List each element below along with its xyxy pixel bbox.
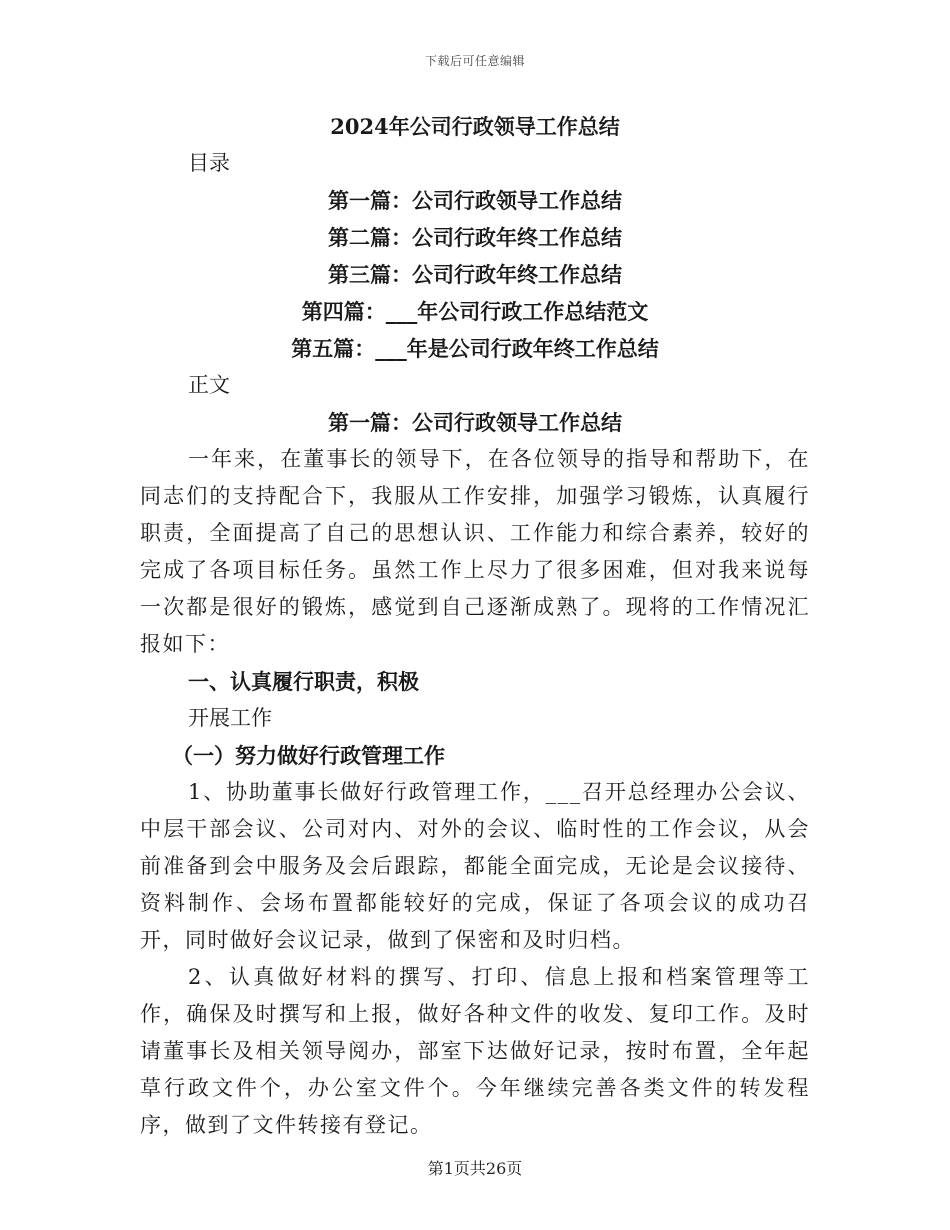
heading-1: 一、认真履行职责，积极 — [188, 669, 419, 694]
table-of-contents — [140, 182, 810, 367]
intro-paragraph: 一年来，在董事长的领导下，在各位领导的指导和帮助下，在同志们的支持配合下，我服从工作安排，加强学习锻炼，认真履行职责，全面提高了自己的思想认识、工作能力和综合素养，较好的完成了各项目标任务。虽然工作上尽力了很多困难，但对我来说每一次都是很好的锻炼，感觉到自己逐渐成熟了。现将的工作情况汇报如下： — [140, 447, 810, 656]
page-header-note: 下载后可任意编辑 — [424, 54, 525, 68]
document-title: 2024年公司行政领导工作总结 — [330, 114, 620, 139]
heading-1-continuation: 开展工作 — [188, 706, 272, 730]
toc-item: 第二篇：公司行政年终工作总结 — [328, 225, 622, 250]
page-indicator: 第1页共26页 — [427, 1159, 523, 1178]
toc-item: 第三篇：公司行政年终工作总结 — [328, 262, 622, 287]
document-body — [140, 108, 810, 1144]
toc-item: 第四篇：___年公司行政工作总结范文 — [301, 299, 649, 324]
section-title: 第一篇：公司行政领导工作总结 — [328, 410, 622, 435]
subheading-1: （一）努力做好行政管理工作 — [172, 743, 445, 768]
paragraph-1: 1、协助董事长做好行政管理工作，___召开总经理办公会议、中层干部会议、公司对内、对外的会议、临时性的工作会议，从会前准备到会中服务及会后跟踪，都能全面完成，无论是会议接待、资料制作、会场布置都能较好的完成，保证了各项会议的成功召开，同时做好会议记录，做到了保密和及时归档。 — [140, 780, 810, 952]
body-label: 正文 — [188, 373, 230, 397]
paragraph-2: 2、认真做好材料的撰写、打印、信息上报和档案管理等工作，确保及时撰写和上报，做好各种文件的收发、复印工作。及时请董事长及相关领导阅办，部室下达做好记录，按时布置，全年起草行政文件个，办公室文件个。今年继续完善各类文件的转发程序，做到了文件转接有登记。 — [140, 965, 810, 1137]
toc-label: 目录 — [188, 151, 230, 175]
toc-item: 第一篇：公司行政领导工作总结 — [328, 188, 622, 213]
toc-item: 第五篇：___年是公司行政年终工作总结 — [291, 336, 659, 361]
